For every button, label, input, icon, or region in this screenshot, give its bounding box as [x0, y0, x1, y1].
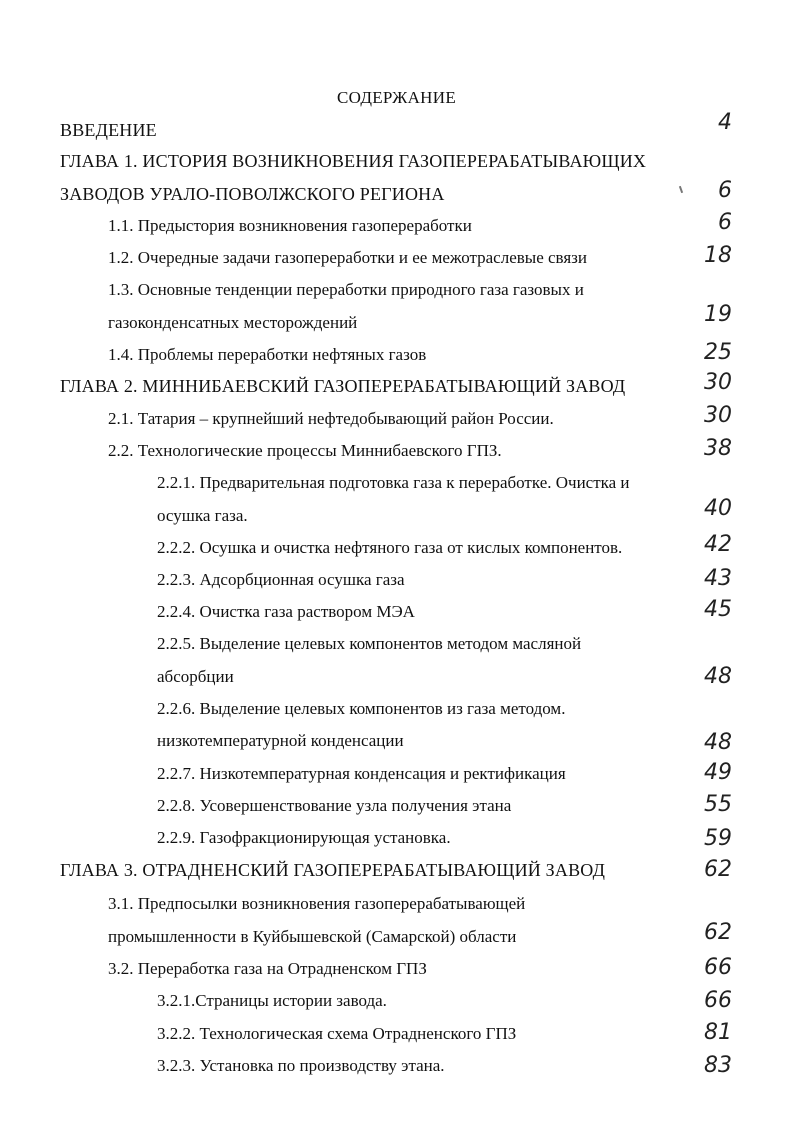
toc-line: 2.2.4. Очистка газа раствором МЭА: [157, 602, 415, 621]
toc-line: 3.1. Предпосылки возникновения газоперерабатывающей: [108, 894, 526, 913]
toc-page-number: 55: [704, 792, 732, 817]
toc-line: промышленности в Куйбышевской (Самарской) области: [108, 927, 517, 946]
toc-page-number: 4: [718, 110, 732, 135]
toc-line: ВВЕДЕНИЕ: [60, 120, 157, 140]
toc-page-number: 40: [704, 496, 732, 521]
toc-line: 3.2.2. Технологическая схема Отрадненского ГПЗ: [157, 1024, 517, 1043]
toc-page-number: 30: [704, 370, 732, 395]
toc-page-number: 30: [704, 403, 732, 428]
toc-page-number: 49: [704, 760, 732, 785]
toc-page-number: 83: [704, 1053, 732, 1078]
toc-line: 1.3. Основные тенденции переработки природного газа газовых и: [108, 280, 584, 299]
toc-page-number: 48: [704, 664, 732, 689]
toc-line: 1.2. Очередные задачи газопереработки и ее межотраслевые связи: [108, 248, 587, 267]
toc-line: 2.2.7. Низкотемпературная конденсация и ректификация: [157, 764, 566, 783]
toc-line: 2.2. Технологические процессы Миннибаевского ГПЗ.: [108, 441, 502, 460]
toc-page-number: 62: [704, 857, 732, 882]
toc-page-number: 6: [718, 178, 732, 203]
toc-page-number: 18: [704, 243, 732, 268]
page-title: СОДЕРЖАНИЕ: [336, 88, 457, 107]
toc-line: 2.2.9. Газофракционирующая установка.: [157, 828, 451, 847]
toc-page-number: 62: [704, 920, 732, 945]
toc-line: 2.1. Татария – крупнейший нефтедобывающий район России.: [108, 409, 554, 428]
toc-line: 3.2.3. Установка по производству этана.: [157, 1056, 445, 1075]
toc-page-number: 66: [704, 955, 732, 980]
toc-line: 1.4. Проблемы переработки нефтяных газов: [108, 345, 427, 364]
toc-line: низкотемпературной конденсации: [157, 731, 404, 750]
toc-page-number: 25: [704, 340, 732, 365]
toc-line: ЗАВОДОВ УРАЛО-ПОВОЛЖСКОГО РЕГИОНА: [60, 184, 445, 204]
toc-line: газоконденсатных месторождений: [108, 313, 358, 332]
toc-line: ГЛАВА 3. ОТРАДНЕНСКИЙ ГАЗОПЕРЕРАБАТЫВАЮЩИЙ ЗАВОД: [60, 860, 606, 880]
toc-page-number: 66: [704, 988, 732, 1013]
toc-page-number: 45: [704, 597, 732, 622]
toc-line: 3.2. Переработка газа на Отрадненском ГПЗ: [108, 959, 427, 978]
toc-page-number: 38: [704, 436, 732, 461]
toc-line: абсорбции: [157, 667, 234, 686]
toc-line: 2.2.3. Адсорбционная осушка газа: [157, 570, 405, 589]
toc-line: 2.2.1. Предварительная подготовка газа к переработке. Очистка и: [157, 473, 630, 492]
toc-page-number: 43: [704, 566, 732, 591]
toc-line: осушка газа.: [157, 506, 248, 525]
toc-line: ГЛАВА 1. ИСТОРИЯ ВОЗНИКНОВЕНИЯ ГАЗОПЕРЕРАБАТЫВАЮЩИХ: [60, 151, 647, 171]
toc-line: ГЛАВА 2. МИННИБАЕВСКИЙ ГАЗОПЕРЕРАБАТЫВАЮЩИЙ ЗАВОД: [60, 376, 626, 396]
toc-line: 2.2.5. Выделение целевых компонентов методом масляной: [157, 634, 582, 653]
toc-line: 2.2.2. Осушка и очистка нефтяного газа от кислых компонентов.: [157, 538, 623, 557]
toc-page-number: 42: [704, 532, 732, 557]
toc-page-number: 59: [704, 826, 732, 851]
toc-page-number: 19: [704, 302, 732, 327]
toc-page-number: 6: [718, 210, 732, 235]
toc-line: 2.2.6. Выделение целевых компонентов из газа методом.: [157, 699, 566, 718]
toc-line: 2.2.8. Усовершенствование узла получения этана: [157, 796, 512, 815]
toc-line: 1.1. Предыстория возникновения газопереработки: [108, 216, 472, 235]
toc-page-number: 81: [704, 1020, 732, 1045]
toc-page-number: 48: [704, 730, 732, 755]
toc-line: 3.2.1.Страницы истории завода.: [157, 991, 387, 1010]
